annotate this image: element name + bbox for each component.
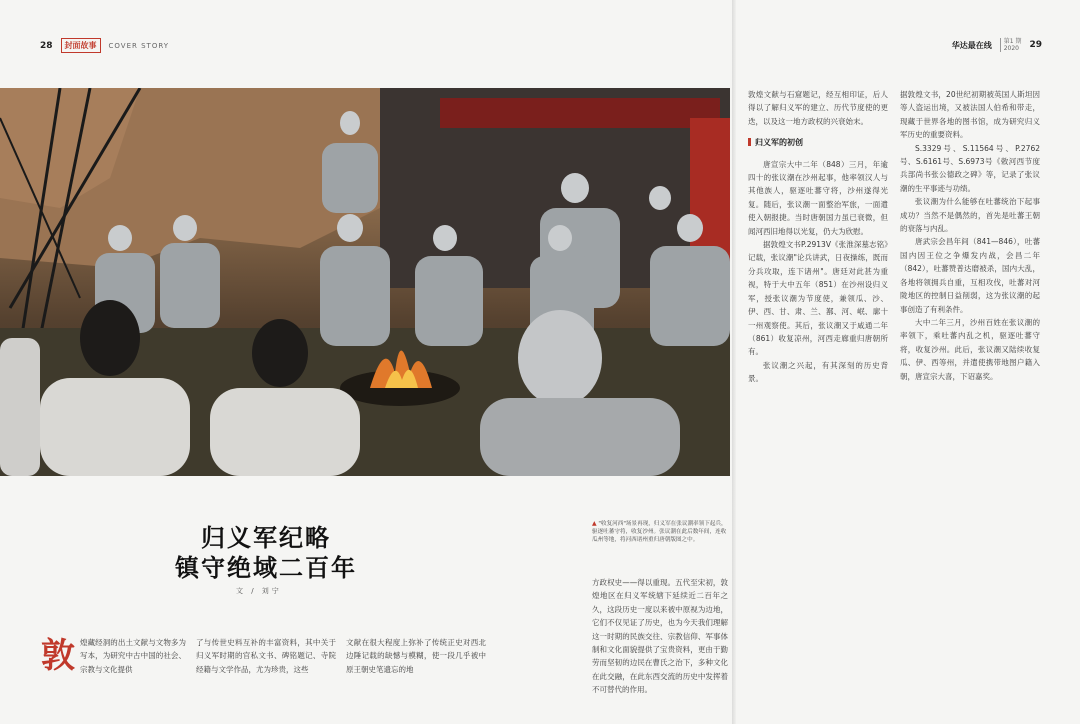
col5-paragraph-2: 唐宣宗大中二年（848）三月，年逾四十的张议潮在沙州起事，他率领汉人与其他族人，驱逐吐蕃守将，沙州遂得光复。随后，张议潮一面整治军旅，一面遣使入朝报捷。当时唐朝国力虽已衰微，但闻河西旧地得以光复，仍大为欣慰。 [748,159,888,236]
caption-marker-icon: ▲ [592,520,597,527]
body-column-2 [196,636,336,696]
body-column-1 [80,636,186,696]
page-number-right: 29 [1029,40,1042,50]
photo-scene [0,88,730,476]
col5-paragraph-3: 据敦煌文书P.2913V《张淮深墓志铭》记载，张议潮"论兵讲武，日夜操练，既而分兵攻取，连下诸州"。唐廷对此甚为重视，特于大中五年（851）在沙州设归义军，授张议潮为节度使，兼领瓜、沙、伊、西、甘、肃、兰、鄯、河、岷、廓十一州观察使。其后，张议潮又于咸通二年（861）收复凉州，河西走廊重归唐朝所有。 [748,240,888,357]
section-tag: 封面故事 [61,38,101,53]
col6-paragraph-3: 张议潮为什么能够在吐蕃统治下起事成功？当然不是偶然的，首先是吐蕃王朝的衰落与内乱。 [900,197,1040,234]
body-column-4 [592,576,728,698]
caption-text: "收复河西"场景再现，归义军在张议潮率领下起兵，驱逐吐蕃守将，收复沙州。张议潮在此后数年间，连收瓜州等地，将河西诸州重归唐朝版图之中。 [592,521,727,543]
photo-caption [592,520,728,544]
page-fold [732,0,736,724]
header-right [952,38,1042,52]
section-heading: 归义军的初创 [748,136,888,149]
col3-paragraph: 文献在很大程度上弥补了传统正史对西北边陲记载的缺憾与模糊，使一段几乎被中原王朝史笔遗忘的地 [346,638,486,674]
drop-cap: 敦 [41,636,75,676]
byline: 文 / 刘宁 [236,587,282,595]
col5-paragraph-1: 敦煌文献与石窟题记，经互相印证，后人得以了解归义军的建立、历代节度使的更迭，以及这一地方政权的兴衰始末。 [748,90,888,126]
col6-paragraph-4: 唐武宗会昌年间（841—846），吐蕃国内因王位之争爆发内战，会昌二年（842），吐蕃赞普达磨被杀，国内大乱，各地将领拥兵自重，互相攻伐，吐蕃对河陇地区的控制日益削弱，这为张议潮的起事创造了有利条件。 [900,237,1040,314]
article-title-line1: 归义军纪略 [201,523,331,552]
col6-paragraph-1: 据敦煌文书，20世纪初期被英国人斯坦因等人盗运出境，又被法国人伯希和带走，现藏于世界各地的图书馆，成为研究归义军历史的重要资料。 [900,90,1040,140]
body-column-5 [748,88,888,700]
cover-photo [0,88,730,476]
col1-paragraph: 煌藏经洞的出土文献与文物多为写本，为研究中古中国的社会、宗教与文化提供 [80,638,186,674]
issue-label: 第1 期 2020 [1000,38,1022,52]
col6-paragraph-2: S.3329号、S.11564号、P.2762号、S.6161号、S.6973号《敕河西节度兵部尚书张公德政之碑》等，记录了张议潮的生平事迹与功绩。 [900,143,1040,193]
col4-paragraph: 方政权史——得以重现。五代至宋初，敦煌地区在归义军统辖下延续近二百年之久，这段历史一度以来被中原视为边地，它们不仅见证了历史，也为今天我们理解这一时期的民族交往、宗教信仰、军事体制和文化面貌提供了宝贵资料，更由于勤劳而坚韧的边民在曹氏之治下，多种文化在此交融，在此东西交流的历史中发挥着不可替代的作用。 [592,578,728,695]
body-column-6 [900,88,1040,700]
magazine-name: 华达最在线 [951,40,992,50]
tent-red-banner [440,98,720,128]
section-label: COVER STORY [108,41,170,50]
article-title-line2: 镇守绝域二百年 [175,553,357,582]
col5-paragraph-4: 张议潮之兴起，有其深刻的历史背景。 [748,360,888,384]
header-left [40,38,169,53]
col6-paragraph-5: 大中二年三月，沙州百姓在张议潮的率领下，乘吐蕃内乱之机，驱逐吐蕃守将，收复沙州。此后，张议潮又陆续收复瓜、伊、西等州，并遣使携带地图户籍入朝，唐宣宗大喜，下诏嘉奖。 [900,317,1040,381]
body-column-3 [346,636,486,696]
page-number-left: 28 [40,40,53,51]
col2-paragraph: 了与传世史料互补的丰富资料，其中关于归义军时期的官私文书、碑铭题记、寺院经籍与文学作品，尤为珍贵，这些 [196,638,336,674]
